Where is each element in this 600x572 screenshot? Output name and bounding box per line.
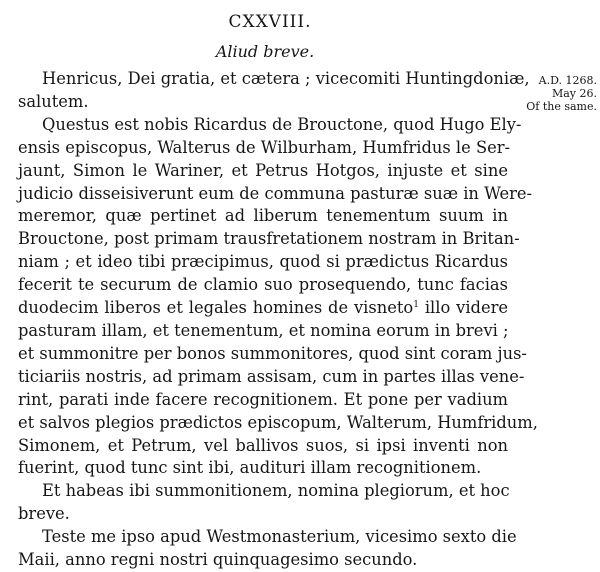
text-line-content: judicio disseisiverunt eum de communa pasturæ suæ in Were- xyxy=(18,183,533,203)
text-line xyxy=(18,480,508,503)
text-line-content: Henricus, Dei gratia, et cætera ; vicecomiti Huntingdoniæ, xyxy=(42,69,530,88)
text-line-content: meremor, quæ pertinet ad liberum tenementum suum in xyxy=(18,206,508,226)
text-line xyxy=(18,274,508,297)
document-number: CXXVIII. xyxy=(228,12,312,32)
text-line xyxy=(18,457,508,480)
text-line-content: Maii, anno regni nostri quinquagesimo secundo. xyxy=(18,550,418,570)
text-line-content: pasturam illam, et tenementum, et nomina eorum in brevi ; xyxy=(18,320,509,340)
text-line xyxy=(18,91,508,114)
text-line xyxy=(18,389,508,412)
text-line xyxy=(18,183,533,206)
text-line-content: Teste me ipso apud Westmonasterium, vicesimo sexto die xyxy=(42,527,517,547)
document-body xyxy=(18,68,538,572)
document-title: Aliud breve. xyxy=(215,42,315,61)
text-line xyxy=(18,205,508,228)
text-line xyxy=(18,251,508,274)
text-line-content: niam ; et ideo tibi præcipimus, quod si prædictus Ricardus xyxy=(18,252,508,272)
text-line-content: et summonitre per bonos summonitores, quod sint coram jus- xyxy=(18,343,527,363)
text-line xyxy=(18,549,508,572)
text-line xyxy=(18,320,508,343)
text-line-content: Et habeas ibi summonitionem, nomina plegiorum, et hoc xyxy=(42,481,510,501)
text-line-content: breve. xyxy=(18,504,70,524)
text-line-content: duodecim liberos et legales homines de visneto xyxy=(18,298,414,318)
text-line xyxy=(18,343,527,366)
text-line xyxy=(18,526,517,549)
margin-note-day: May 26. xyxy=(551,87,597,100)
margin-note-date: A.D. 1268. xyxy=(538,74,597,87)
text-line-continuation: illo videre xyxy=(418,298,508,318)
text-line-content: fecerit te securum de clamio suo prosequendo, tunc facias xyxy=(18,275,508,295)
text-line-content: Questus est nobis Ricardus de Brouctone, quod Hugo Ely- xyxy=(42,114,522,134)
text-line-content: Brouctone, post primam trausfretationem nostram in Britan- xyxy=(18,229,520,249)
text-line xyxy=(18,160,508,183)
text-line-content: jaunt, Simon le Wariner, et Petrus Hotgos, injuste et sine xyxy=(18,160,508,180)
text-line-content: Simonem, et Petrum, vel ballivos suos, si ipsi inventi non xyxy=(18,435,508,455)
text-line xyxy=(18,435,508,458)
footnote-marker: 1 xyxy=(413,300,419,311)
text-line xyxy=(18,297,508,320)
text-line xyxy=(18,137,511,160)
text-line-content: ticiariis nostris, ad primam assisam, cum in partes illas vene- xyxy=(18,366,525,386)
text-line xyxy=(18,503,508,526)
text-line-content: ensis episcopus, Walterus de Wilburham, Humfridus le Ser- xyxy=(18,137,511,157)
text-line-content: rint, parati inde facere recognitionem. Et pone per vadium xyxy=(18,389,508,409)
text-line xyxy=(18,68,530,91)
margin-note-reference: Of the same. xyxy=(526,100,597,113)
text-line xyxy=(18,114,522,137)
text-line-content: et salvos plegios prædictos episcopum, Walterum, Humfridum, xyxy=(18,412,538,432)
text-line xyxy=(18,228,520,251)
text-line-content: fuerint, quod tunc sint ibi, audituri illam recognitionem. xyxy=(18,458,482,478)
text-line-content: salutem. xyxy=(18,91,89,111)
text-line xyxy=(18,412,538,435)
text-line xyxy=(18,366,525,389)
